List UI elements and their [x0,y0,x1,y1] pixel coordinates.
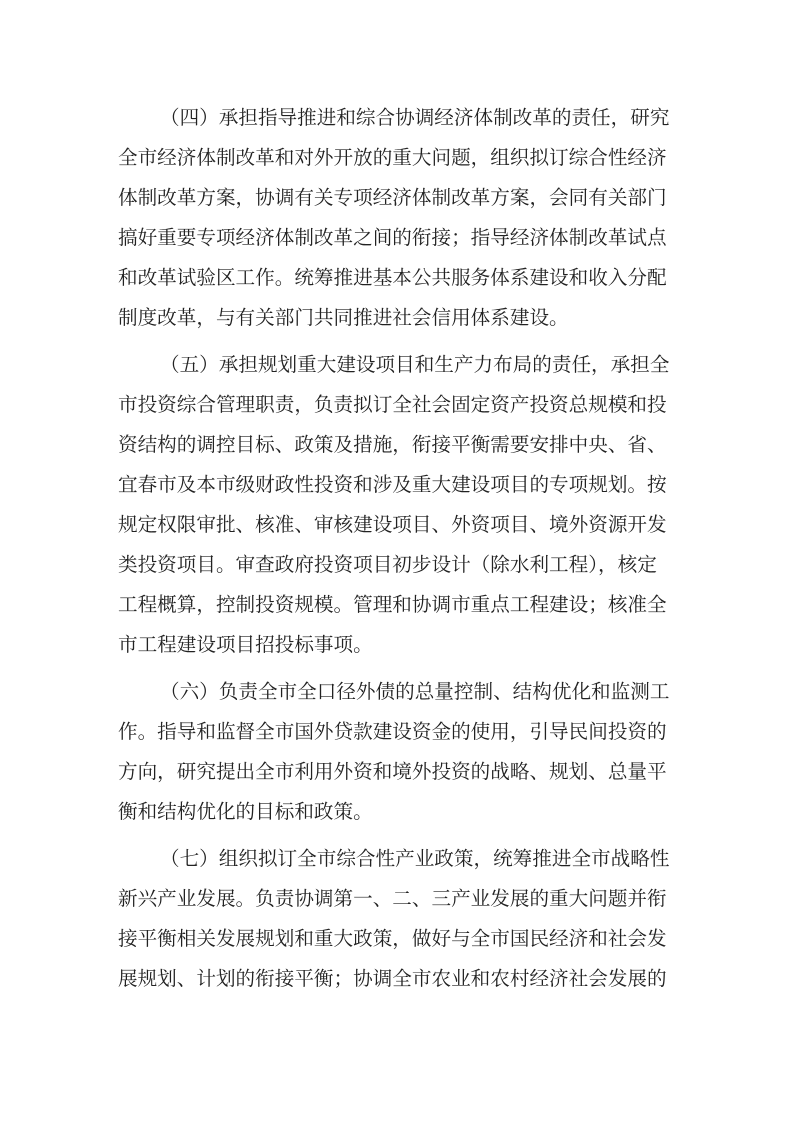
text-line: 资结构的调控目标、政策及措施，衔接平衡需要安排中央、省、 [118,433,667,456]
text-line: （六）负责全市全口径外债的总量控制、结构优化和监测工 [160,680,670,703]
text-line: 类投资项目。审查政府投资项目初步设计（除水利工程），核定 [118,553,657,576]
text-line: 规定权限审批、核准、审核建设项目、外资项目、境外资源开发 [118,513,667,536]
text-line: 体制改革方案，协调有关专项经济体制改革方案，会同有关部门 [118,186,667,209]
text-line: 市投资综合管理职责，负责拟订全社会固定资产投资总规模和投 [118,393,667,416]
text-line: 方向，研究提出全市利用外资和境外投资的战略、规划、总量平 [118,760,667,783]
text-line: 和改革试验区工作。统筹推进基本公共服务体系建设和收入分配 [118,266,667,289]
text-line: 市工程建设项目招投标事项。 [118,633,373,656]
text-line: 宜春市及本市级财政性投资和涉及重大建设项目的专项规划。按 [118,473,667,496]
text-line: （五）承担规划重大建设项目和生产力布局的责任，承担全 [160,353,670,376]
text-line: （七）组织拟订全市综合性产业政策，统筹推进全市战略性 [160,847,670,870]
text-line: 工程概算，控制投资规模。管理和协调市重点工程建设；核准全 [118,593,667,616]
text-line: （四）承担指导推进和综合协调经济体制改革的责任，研究 [160,106,670,129]
text-line: 制度改革，与有关部门共同推进社会信用体系建设。 [118,306,569,329]
text-line: 新兴产业发展。负责协调第一、二、三产业发展的重大问题并衔 [118,887,667,910]
text-line: 衡和结构优化的目标和政策。 [118,800,373,823]
text-line: 接平衡相关发展规划和重大政策，做好与全市国民经济和社会发 [118,927,667,950]
text-line: 作。指导和监督全市国外贷款建设资金的使用，引导民间投资的 [118,720,667,743]
text-line: 展规划、计划的衔接平衡；协调全市农业和农村经济社会发展的 [118,967,667,990]
text-line: 全市经济体制改革和对外开放的重大问题，组织拟订综合性经济 [118,146,667,169]
text-line: 搞好重要专项经济体制改革之间的衔接；指导经济体制改革试点 [118,226,667,249]
